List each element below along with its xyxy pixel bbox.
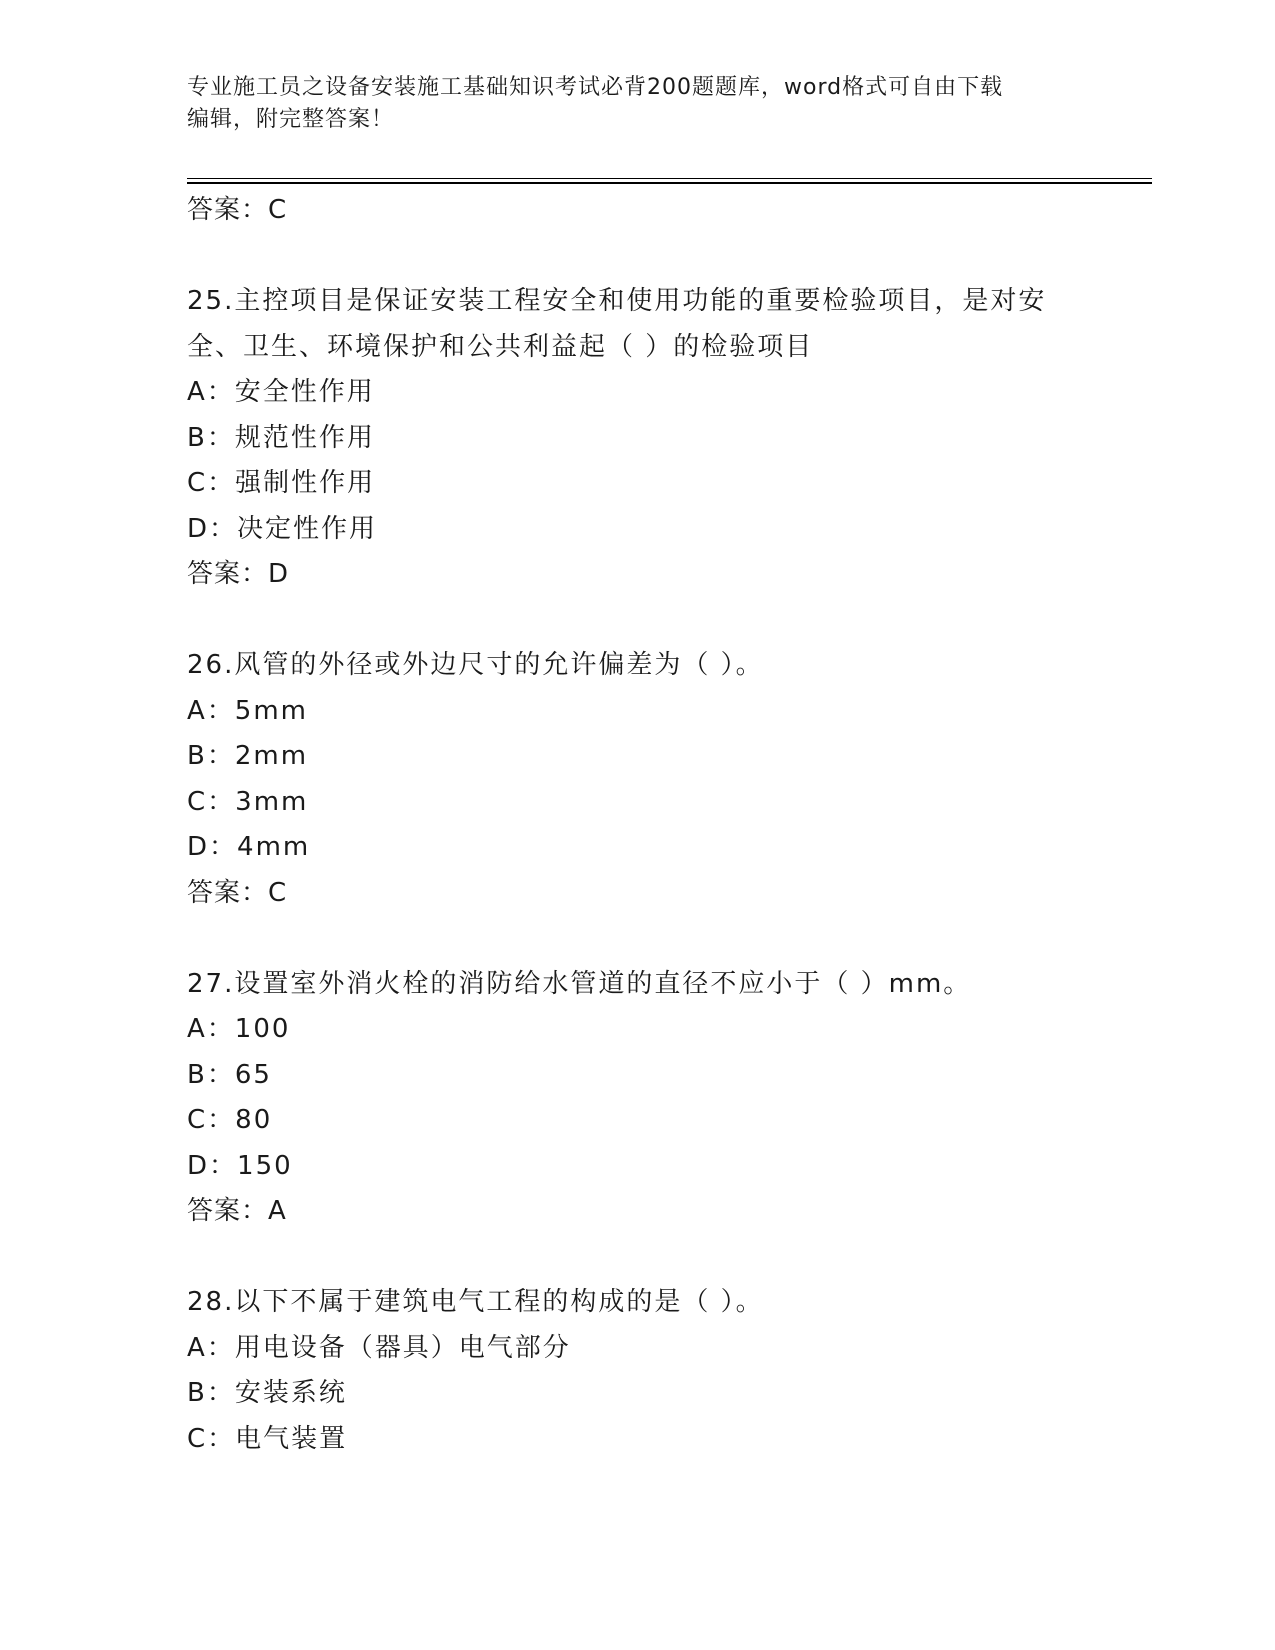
spacer [187,234,1087,280]
option-c: C：电气装置 [187,1423,348,1454]
option-d: D：决定性作用 [187,513,378,544]
spacer [187,916,1087,962]
header-rule-thick [187,182,1152,184]
answer: 答案：A [187,1196,287,1226]
question-block [187,643,1087,916]
header-title-line-1: 专业施工员之设备安装施工基础知识考试必背200题题库，word格式可自由下载 [187,75,1004,100]
answer: 答案：D [187,559,290,589]
question-block [187,1280,1087,1462]
header-title-line-2: 编辑，附完整答案！ [187,107,395,132]
answer: 答案：C [187,877,288,908]
option-a: A：100 [187,1014,291,1044]
question-list [187,188,1087,1462]
question-text: 全、卫生、环境保护和公共利益起（ ）的检验项目 [187,331,814,362]
option-c: C：80 [187,1105,273,1135]
header-rule-thin [187,178,1152,179]
spacer [187,598,1087,644]
question-text: 27.设置室外消火栓的消防给水管道的直径不应小于（ ）mm。 [187,968,972,999]
option-c: C：强制性作用 [187,468,376,498]
option-a: A：安全性作用 [187,377,375,407]
question-text: 28.以下不属于建筑电气工程的构成的是（ ）。 [187,1287,764,1317]
option-b: B：65 [187,1059,272,1090]
spacer [187,1235,1087,1281]
question-text: 26.风管的外径或外边尺寸的允许偏差为（ ）。 [187,650,764,680]
option-c: C：3mm [187,786,309,817]
option-d: D：4mm [187,832,311,862]
option-b: B：规范性作用 [187,422,375,453]
option-d: D：150 [187,1150,293,1181]
document-header [187,72,1087,136]
question-block [187,279,1087,598]
question-block [187,962,1087,1235]
option-a: A：5mm [187,695,308,726]
option-b: B：2mm [187,741,309,771]
previous-answer: 答案：C [187,195,288,225]
question-text: 25.主控项目是保证安装工程安全和使用功能的重要检验项目，是对安 [187,286,1047,316]
option-b: B：安装系统 [187,1378,347,1408]
option-a: A：用电设备（器具）电气部分 [187,1332,571,1363]
